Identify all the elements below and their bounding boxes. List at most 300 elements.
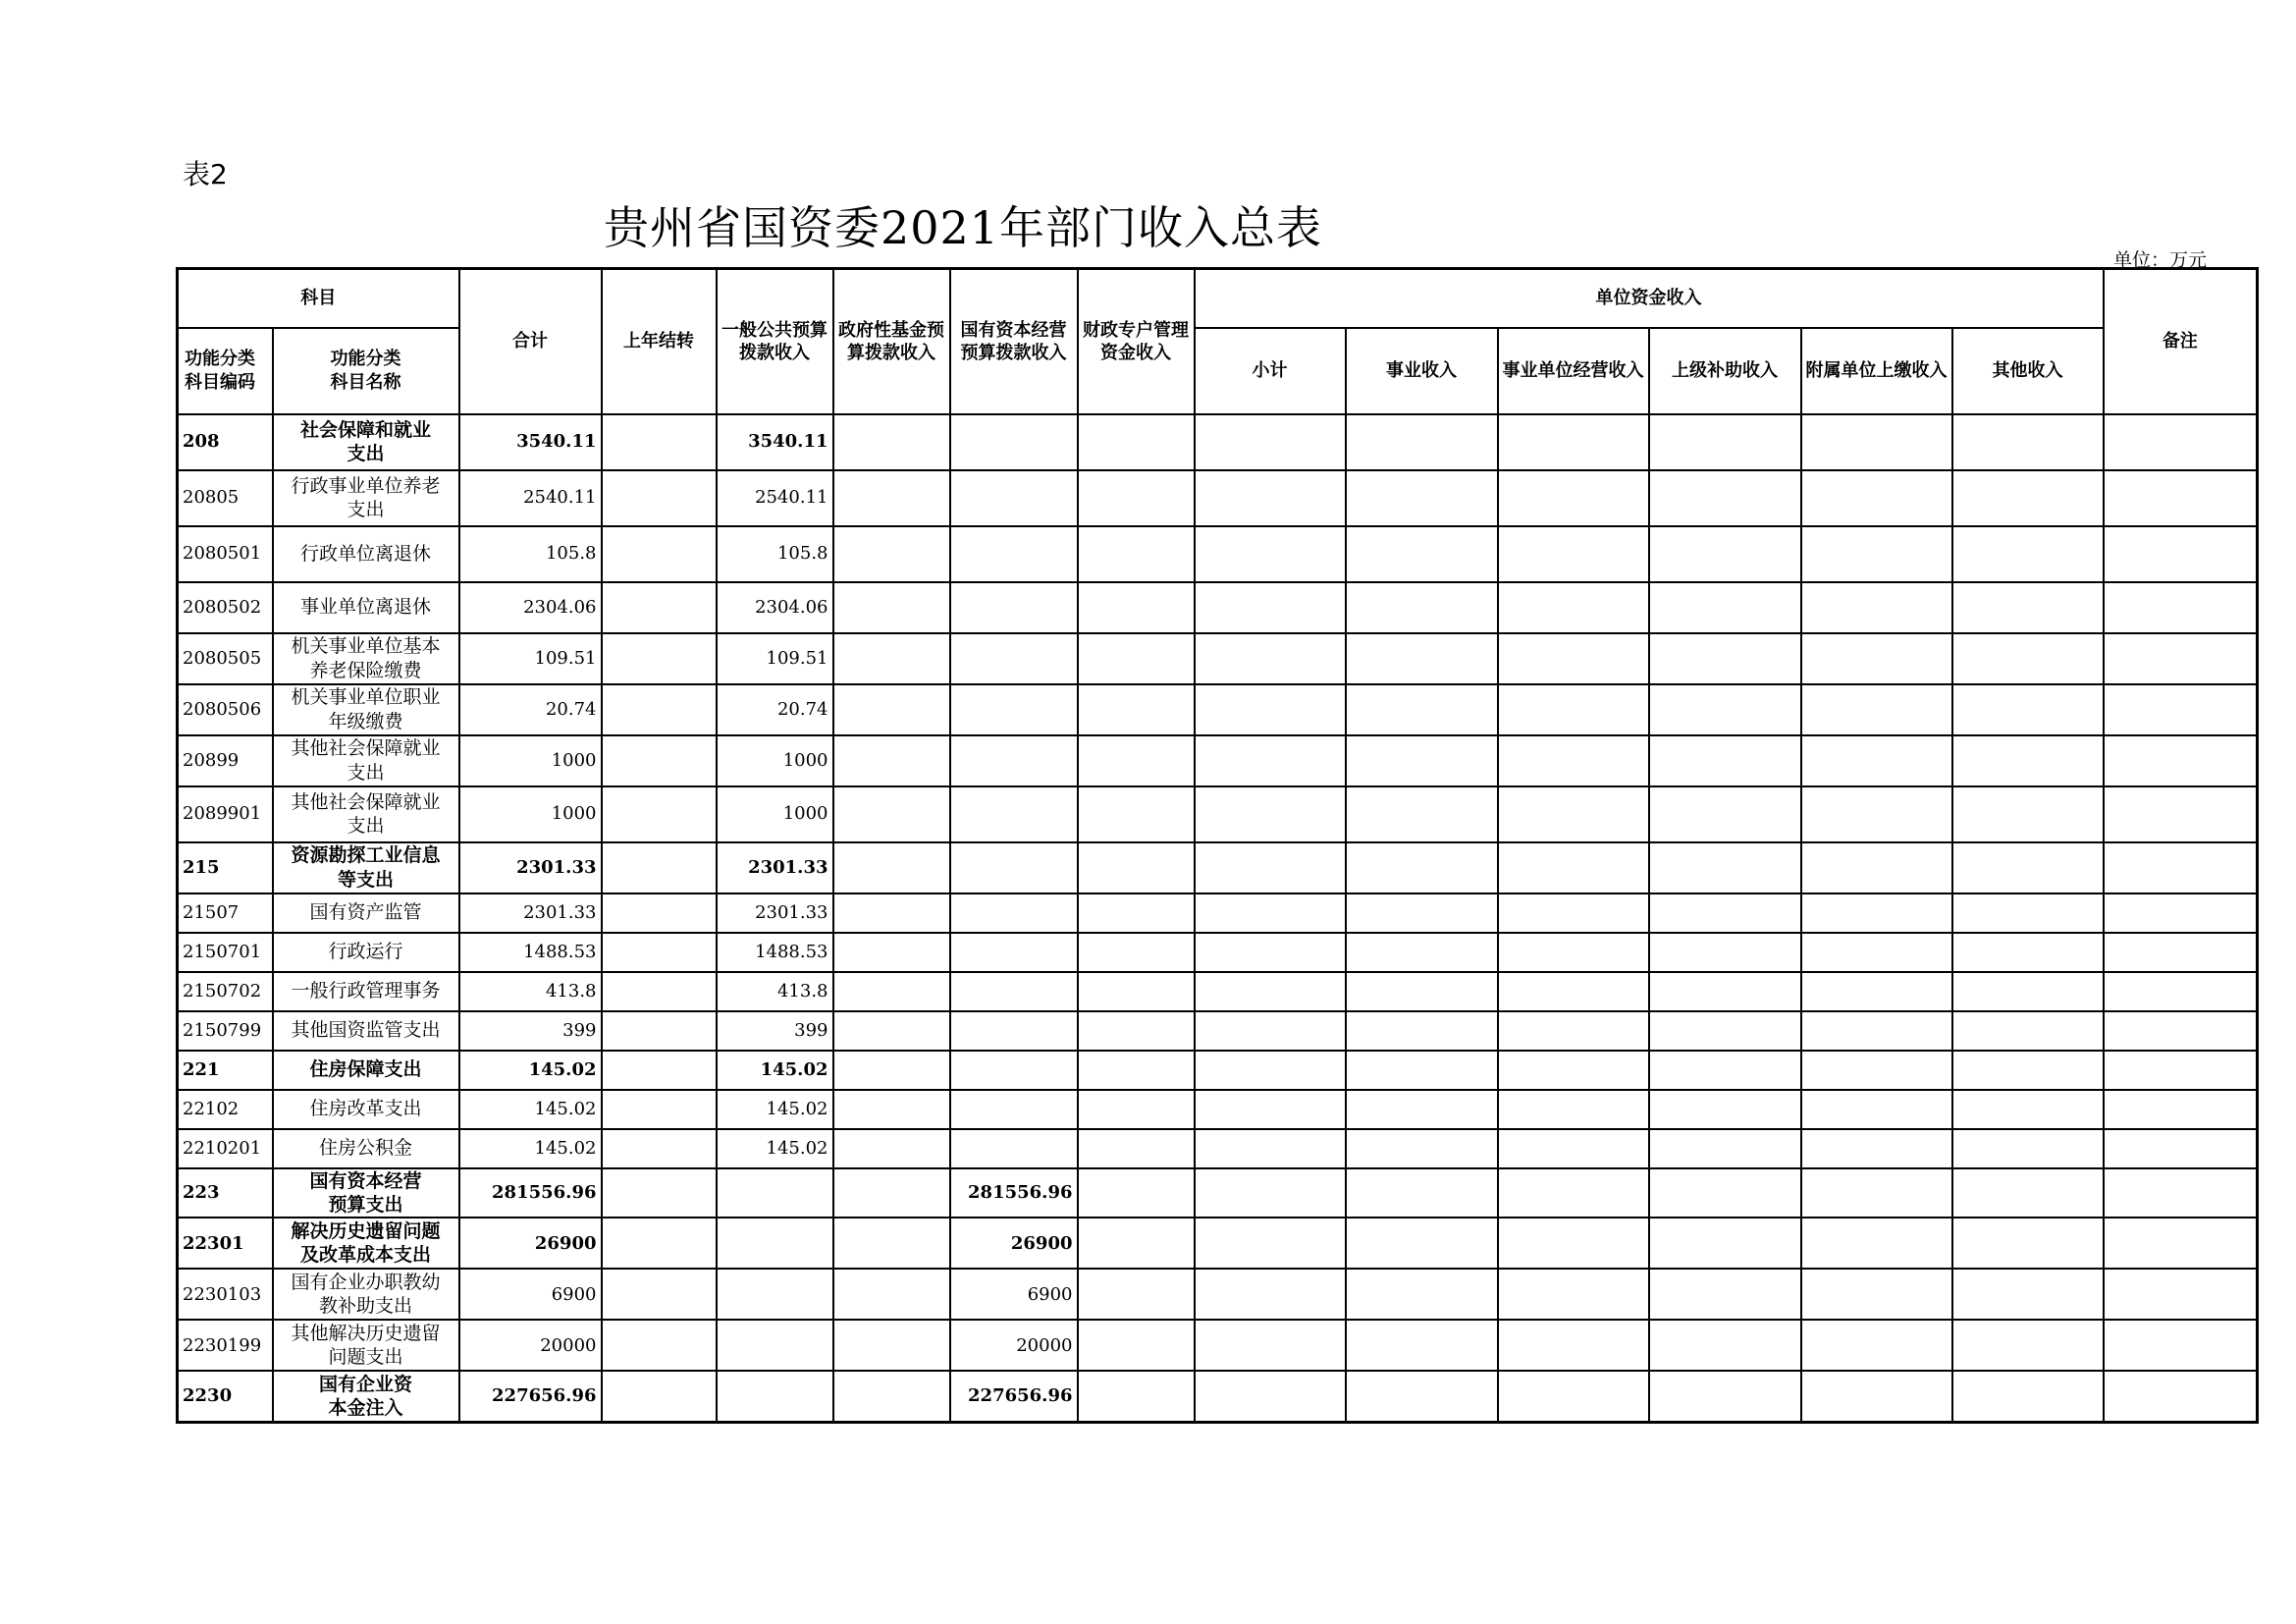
subject-code-cell: 2080502	[178, 582, 273, 633]
subject-name-cell: 国有企业资 本金注入	[273, 1371, 459, 1422]
gov-fund-cell	[833, 1269, 950, 1320]
carryover-cell	[602, 1168, 717, 1218]
state-capital-cell	[950, 414, 1078, 470]
total-cell: 20.74	[459, 684, 602, 735]
state-capital-cell	[950, 1090, 1078, 1129]
operating-income-cell	[1498, 1371, 1649, 1422]
gov-fund-cell	[833, 1218, 950, 1269]
business-income-cell	[1346, 633, 1498, 684]
general-budget-cell: 399	[717, 1011, 833, 1051]
general-budget-cell: 109.51	[717, 633, 833, 684]
remark-cell	[2104, 735, 2258, 786]
other-income-cell	[1952, 1269, 2104, 1320]
business-income-cell	[1346, 735, 1498, 786]
subject-name-cell: 行政运行	[273, 933, 459, 972]
remark-cell	[2104, 526, 2258, 582]
table-row	[178, 633, 2258, 684]
total-cell: 1000	[459, 786, 602, 842]
business-income-cell	[1346, 893, 1498, 933]
header-operating-income: 事业单位经营收入	[1498, 328, 1649, 414]
remark-cell	[2104, 893, 2258, 933]
income-summary-table	[176, 267, 2259, 1424]
affiliated-income-cell	[1801, 684, 1952, 735]
state-capital-cell	[950, 1129, 1078, 1168]
special-account-cell	[1078, 735, 1195, 786]
subject-code-cell: 20805	[178, 470, 273, 526]
subject-name-cell: 资源勘探工业信息 等支出	[273, 842, 459, 893]
operating-income-cell	[1498, 786, 1649, 842]
subtotal-cell	[1195, 633, 1346, 684]
other-income-cell	[1952, 1371, 2104, 1422]
carryover-cell	[602, 1129, 717, 1168]
general-budget-cell	[717, 1218, 833, 1269]
unit-label: 单位：万元	[2112, 249, 2207, 271]
subtotal-cell	[1195, 1269, 1346, 1320]
other-income-cell	[1952, 470, 2104, 526]
special-account-cell	[1078, 526, 1195, 582]
special-account-cell	[1078, 1011, 1195, 1051]
special-account-cell	[1078, 1320, 1195, 1371]
superior-subsidy-cell	[1649, 526, 1801, 582]
subtotal-cell	[1195, 1129, 1346, 1168]
superior-subsidy-cell	[1649, 582, 1801, 633]
gov-fund-cell	[833, 1371, 950, 1422]
superior-subsidy-cell	[1649, 842, 1801, 893]
table-row	[178, 1218, 2258, 1269]
general-budget-cell: 2540.11	[717, 470, 833, 526]
remark-cell	[2104, 633, 2258, 684]
table-row	[178, 1320, 2258, 1371]
business-income-cell	[1346, 933, 1498, 972]
gov-fund-cell	[833, 633, 950, 684]
gov-fund-cell	[833, 1129, 950, 1168]
superior-subsidy-cell	[1649, 1011, 1801, 1051]
table-row	[178, 1168, 2258, 1218]
gov-fund-cell	[833, 1051, 950, 1090]
state-capital-cell	[950, 972, 1078, 1011]
subject-code-cell: 221	[178, 1051, 273, 1090]
subject-name-cell: 其他社会保障就业 支出	[273, 735, 459, 786]
state-capital-cell: 6900	[950, 1269, 1078, 1320]
table-body	[178, 414, 2258, 1423]
special-account-cell	[1078, 1371, 1195, 1422]
superior-subsidy-cell	[1649, 1090, 1801, 1129]
table-row	[178, 893, 2258, 933]
gov-fund-cell	[833, 933, 950, 972]
table-row	[178, 1051, 2258, 1090]
superior-subsidy-cell	[1649, 1051, 1801, 1090]
other-income-cell	[1952, 1011, 2104, 1051]
other-income-cell	[1952, 1320, 2104, 1371]
carryover-cell	[602, 526, 717, 582]
total-cell: 1488.53	[459, 933, 602, 972]
superior-subsidy-cell	[1649, 972, 1801, 1011]
operating-income-cell	[1498, 933, 1649, 972]
subject-name-cell: 住房保障支出	[273, 1051, 459, 1090]
table-row	[178, 786, 2258, 842]
remark-cell	[2104, 933, 2258, 972]
special-account-cell	[1078, 1168, 1195, 1218]
total-cell: 227656.96	[459, 1371, 602, 1422]
superior-subsidy-cell	[1649, 1168, 1801, 1218]
carryover-cell	[602, 1320, 717, 1371]
total-cell: 281556.96	[459, 1168, 602, 1218]
operating-income-cell	[1498, 1129, 1649, 1168]
special-account-cell	[1078, 1090, 1195, 1129]
subject-name-cell: 一般行政管理事务	[273, 972, 459, 1011]
total-cell: 109.51	[459, 633, 602, 684]
general-budget-cell: 1000	[717, 786, 833, 842]
subtotal-cell	[1195, 972, 1346, 1011]
header-subject: 科目	[178, 269, 459, 328]
state-capital-cell	[950, 1011, 1078, 1051]
superior-subsidy-cell	[1649, 1218, 1801, 1269]
total-cell: 399	[459, 1011, 602, 1051]
special-account-cell	[1078, 633, 1195, 684]
header-remark: 备注	[2104, 269, 2258, 414]
state-capital-cell: 20000	[950, 1320, 1078, 1371]
affiliated-income-cell	[1801, 842, 1952, 893]
subtotal-cell	[1195, 1168, 1346, 1218]
total-cell: 2304.06	[459, 582, 602, 633]
operating-income-cell	[1498, 1218, 1649, 1269]
header-unit-funds: 单位资金收入	[1195, 269, 2104, 328]
state-capital-cell	[950, 735, 1078, 786]
other-income-cell	[1952, 933, 2104, 972]
affiliated-income-cell	[1801, 1051, 1952, 1090]
other-income-cell	[1952, 414, 2104, 470]
subtotal-cell	[1195, 786, 1346, 842]
table-row	[178, 972, 2258, 1011]
table-row	[178, 1371, 2258, 1422]
carryover-cell	[602, 684, 717, 735]
subject-name-cell: 其他社会保障就业 支出	[273, 786, 459, 842]
carryover-cell	[602, 1051, 717, 1090]
general-budget-cell: 1000	[717, 735, 833, 786]
business-income-cell	[1346, 1051, 1498, 1090]
state-capital-cell	[950, 684, 1078, 735]
affiliated-income-cell	[1801, 1320, 1952, 1371]
subtotal-cell	[1195, 1371, 1346, 1422]
remark-cell	[2104, 786, 2258, 842]
subject-code-cell: 2230103	[178, 1269, 273, 1320]
carryover-cell	[602, 1371, 717, 1422]
remark-cell	[2104, 684, 2258, 735]
header-business-income: 事业收入	[1346, 328, 1498, 414]
other-income-cell	[1952, 582, 2104, 633]
general-budget-cell: 2301.33	[717, 893, 833, 933]
state-capital-cell	[950, 470, 1078, 526]
general-budget-cell: 145.02	[717, 1051, 833, 1090]
table-row	[178, 414, 2258, 470]
table-row	[178, 470, 2258, 526]
special-account-cell	[1078, 1269, 1195, 1320]
affiliated-income-cell	[1801, 526, 1952, 582]
other-income-cell	[1952, 842, 2104, 893]
gov-fund-cell	[833, 414, 950, 470]
special-account-cell	[1078, 1218, 1195, 1269]
operating-income-cell	[1498, 1320, 1649, 1371]
general-budget-cell: 2301.33	[717, 842, 833, 893]
total-cell: 20000	[459, 1320, 602, 1371]
state-capital-cell	[950, 1051, 1078, 1090]
header-gov-fund: 政府性基金预算拨款收入	[833, 269, 950, 414]
subject-name-cell: 国有资产监管	[273, 893, 459, 933]
state-capital-cell: 26900	[950, 1218, 1078, 1269]
business-income-cell	[1346, 1320, 1498, 1371]
header-other-income: 其他收入	[1952, 328, 2104, 414]
subject-code-cell: 20899	[178, 735, 273, 786]
superior-subsidy-cell	[1649, 633, 1801, 684]
operating-income-cell	[1498, 470, 1649, 526]
header-subtotal: 小计	[1195, 328, 1346, 414]
subject-name-cell: 住房改革支出	[273, 1090, 459, 1129]
table-row	[178, 582, 2258, 633]
remark-cell	[2104, 1269, 2258, 1320]
subtotal-cell	[1195, 842, 1346, 893]
total-cell: 2301.33	[459, 842, 602, 893]
gov-fund-cell	[833, 684, 950, 735]
operating-income-cell	[1498, 582, 1649, 633]
table-header	[178, 269, 2258, 414]
business-income-cell	[1346, 842, 1498, 893]
subtotal-cell	[1195, 1011, 1346, 1051]
header-code: 功能分类科目编码	[178, 328, 273, 414]
total-cell: 3540.11	[459, 414, 602, 470]
subject-name-cell: 事业单位离退休	[273, 582, 459, 633]
superior-subsidy-cell	[1649, 1269, 1801, 1320]
other-income-cell	[1952, 893, 2104, 933]
affiliated-income-cell	[1801, 893, 1952, 933]
state-capital-cell	[950, 526, 1078, 582]
subject-code-cell: 2150701	[178, 933, 273, 972]
special-account-cell	[1078, 972, 1195, 1011]
business-income-cell	[1346, 1168, 1498, 1218]
affiliated-income-cell	[1801, 633, 1952, 684]
table-row	[178, 1011, 2258, 1051]
business-income-cell	[1346, 470, 1498, 526]
total-cell: 413.8	[459, 972, 602, 1011]
subtotal-cell	[1195, 1218, 1346, 1269]
total-cell: 1000	[459, 735, 602, 786]
remark-cell	[2104, 1051, 2258, 1090]
subject-name-cell: 国有企业办职教幼 教补助支出	[273, 1269, 459, 1320]
operating-income-cell	[1498, 1269, 1649, 1320]
subject-code-cell: 215	[178, 842, 273, 893]
total-cell: 2301.33	[459, 893, 602, 933]
remark-cell	[2104, 582, 2258, 633]
subtotal-cell	[1195, 414, 1346, 470]
subject-name-cell: 行政事业单位养老 支出	[273, 470, 459, 526]
carryover-cell	[602, 1011, 717, 1051]
affiliated-income-cell	[1801, 1218, 1952, 1269]
state-capital-cell: 227656.96	[950, 1371, 1078, 1422]
remark-cell	[2104, 1218, 2258, 1269]
subject-code-cell: 22102	[178, 1090, 273, 1129]
subject-name-cell: 解决历史遗留问题 及改革成本支出	[273, 1218, 459, 1269]
business-income-cell	[1346, 1269, 1498, 1320]
affiliated-income-cell	[1801, 1090, 1952, 1129]
business-income-cell	[1346, 582, 1498, 633]
special-account-cell	[1078, 893, 1195, 933]
affiliated-income-cell	[1801, 1129, 1952, 1168]
operating-income-cell	[1498, 414, 1649, 470]
operating-income-cell	[1498, 1011, 1649, 1051]
state-capital-cell	[950, 933, 1078, 972]
header-general-budget: 一般公共预算拨款收入	[717, 269, 833, 414]
subject-code-cell: 22301	[178, 1218, 273, 1269]
superior-subsidy-cell	[1649, 735, 1801, 786]
general-budget-cell	[717, 1320, 833, 1371]
business-income-cell	[1346, 1371, 1498, 1422]
affiliated-income-cell	[1801, 1168, 1952, 1218]
carryover-cell	[602, 414, 717, 470]
remark-cell	[2104, 1320, 2258, 1371]
other-income-cell	[1952, 1168, 2104, 1218]
operating-income-cell	[1498, 633, 1649, 684]
operating-income-cell	[1498, 1168, 1649, 1218]
general-budget-cell: 1488.53	[717, 933, 833, 972]
subject-code-cell: 2230	[178, 1371, 273, 1422]
gov-fund-cell	[833, 735, 950, 786]
carryover-cell	[602, 1090, 717, 1129]
affiliated-income-cell	[1801, 786, 1952, 842]
table-row	[178, 842, 2258, 893]
carryover-cell	[602, 893, 717, 933]
operating-income-cell	[1498, 1090, 1649, 1129]
other-income-cell	[1952, 1051, 2104, 1090]
operating-income-cell	[1498, 893, 1649, 933]
subject-name-cell: 住房公积金	[273, 1129, 459, 1168]
subject-code-cell: 2080505	[178, 633, 273, 684]
carryover-cell	[602, 972, 717, 1011]
subtotal-cell	[1195, 1090, 1346, 1129]
subtotal-cell	[1195, 893, 1346, 933]
subject-name-cell: 行政单位离退休	[273, 526, 459, 582]
gov-fund-cell	[833, 582, 950, 633]
header-superior-subsidy: 上级补助收入	[1649, 328, 1801, 414]
gov-fund-cell	[833, 1168, 950, 1218]
state-capital-cell	[950, 582, 1078, 633]
subject-code-cell: 2080501	[178, 526, 273, 582]
affiliated-income-cell	[1801, 972, 1952, 1011]
subtotal-cell	[1195, 933, 1346, 972]
operating-income-cell	[1498, 735, 1649, 786]
gov-fund-cell	[833, 972, 950, 1011]
total-cell: 26900	[459, 1218, 602, 1269]
business-income-cell	[1346, 786, 1498, 842]
general-budget-cell: 413.8	[717, 972, 833, 1011]
special-account-cell	[1078, 842, 1195, 893]
other-income-cell	[1952, 526, 2104, 582]
gov-fund-cell	[833, 1320, 950, 1371]
special-account-cell	[1078, 933, 1195, 972]
other-income-cell	[1952, 972, 2104, 1011]
page-title: 贵州省国资委2021年部门收入总表	[603, 201, 1323, 254]
carryover-cell	[602, 633, 717, 684]
subject-code-cell: 223	[178, 1168, 273, 1218]
affiliated-income-cell	[1801, 1371, 1952, 1422]
superior-subsidy-cell	[1649, 684, 1801, 735]
general-budget-cell: 2304.06	[717, 582, 833, 633]
total-cell: 105.8	[459, 526, 602, 582]
operating-income-cell	[1498, 684, 1649, 735]
remark-cell	[2104, 470, 2258, 526]
carryover-cell	[602, 842, 717, 893]
state-capital-cell	[950, 786, 1078, 842]
remark-cell	[2104, 1371, 2258, 1422]
superior-subsidy-cell	[1649, 414, 1801, 470]
header-carryover: 上年结转	[602, 269, 717, 414]
subtotal-cell	[1195, 526, 1346, 582]
special-account-cell	[1078, 470, 1195, 526]
subject-name-cell: 国有资本经营 预算支出	[273, 1168, 459, 1218]
subtotal-cell	[1195, 684, 1346, 735]
table-row	[178, 684, 2258, 735]
header-total: 合计	[459, 269, 602, 414]
subject-name-cell: 其他国资监管支出	[273, 1011, 459, 1051]
special-account-cell	[1078, 786, 1195, 842]
affiliated-income-cell	[1801, 1269, 1952, 1320]
total-cell: 145.02	[459, 1129, 602, 1168]
table-number-label: 表2	[183, 158, 228, 190]
special-account-cell	[1078, 1051, 1195, 1090]
carryover-cell	[602, 933, 717, 972]
table-row	[178, 1090, 2258, 1129]
affiliated-income-cell	[1801, 582, 1952, 633]
header-state-capital: 国有资本经营预算拨款收入	[950, 269, 1078, 414]
carryover-cell	[602, 786, 717, 842]
superior-subsidy-cell	[1649, 1129, 1801, 1168]
general-budget-cell: 145.02	[717, 1090, 833, 1129]
gov-fund-cell	[833, 893, 950, 933]
other-income-cell	[1952, 1129, 2104, 1168]
other-income-cell	[1952, 786, 2104, 842]
state-capital-cell	[950, 842, 1078, 893]
subject-name-cell: 社会保障和就业 支出	[273, 414, 459, 470]
other-income-cell	[1952, 1090, 2104, 1129]
table-row	[178, 526, 2258, 582]
carryover-cell	[602, 1269, 717, 1320]
remark-cell	[2104, 414, 2258, 470]
general-budget-cell: 145.02	[717, 1129, 833, 1168]
header-affiliated-income: 附属单位上缴收入	[1801, 328, 1952, 414]
operating-income-cell	[1498, 842, 1649, 893]
affiliated-income-cell	[1801, 1011, 1952, 1051]
subtotal-cell	[1195, 1051, 1346, 1090]
total-cell: 2540.11	[459, 470, 602, 526]
table-row	[178, 933, 2258, 972]
remark-cell	[2104, 842, 2258, 893]
operating-income-cell	[1498, 526, 1649, 582]
subject-name-cell: 机关事业单位基本 养老保险缴费	[273, 633, 459, 684]
subject-code-cell: 2150799	[178, 1011, 273, 1051]
subtotal-cell	[1195, 735, 1346, 786]
gov-fund-cell	[833, 842, 950, 893]
business-income-cell	[1346, 1090, 1498, 1129]
subject-name-cell: 其他解决历史遗留 问题支出	[273, 1320, 459, 1371]
remark-cell	[2104, 1090, 2258, 1129]
superior-subsidy-cell	[1649, 933, 1801, 972]
total-cell: 6900	[459, 1269, 602, 1320]
total-cell: 145.02	[459, 1090, 602, 1129]
operating-income-cell	[1498, 1051, 1649, 1090]
business-income-cell	[1346, 1218, 1498, 1269]
subtotal-cell	[1195, 1320, 1346, 1371]
subject-code-cell: 21507	[178, 893, 273, 933]
header-name: 功能分类 科目名称	[273, 328, 459, 414]
subject-code-cell: 2210201	[178, 1129, 273, 1168]
